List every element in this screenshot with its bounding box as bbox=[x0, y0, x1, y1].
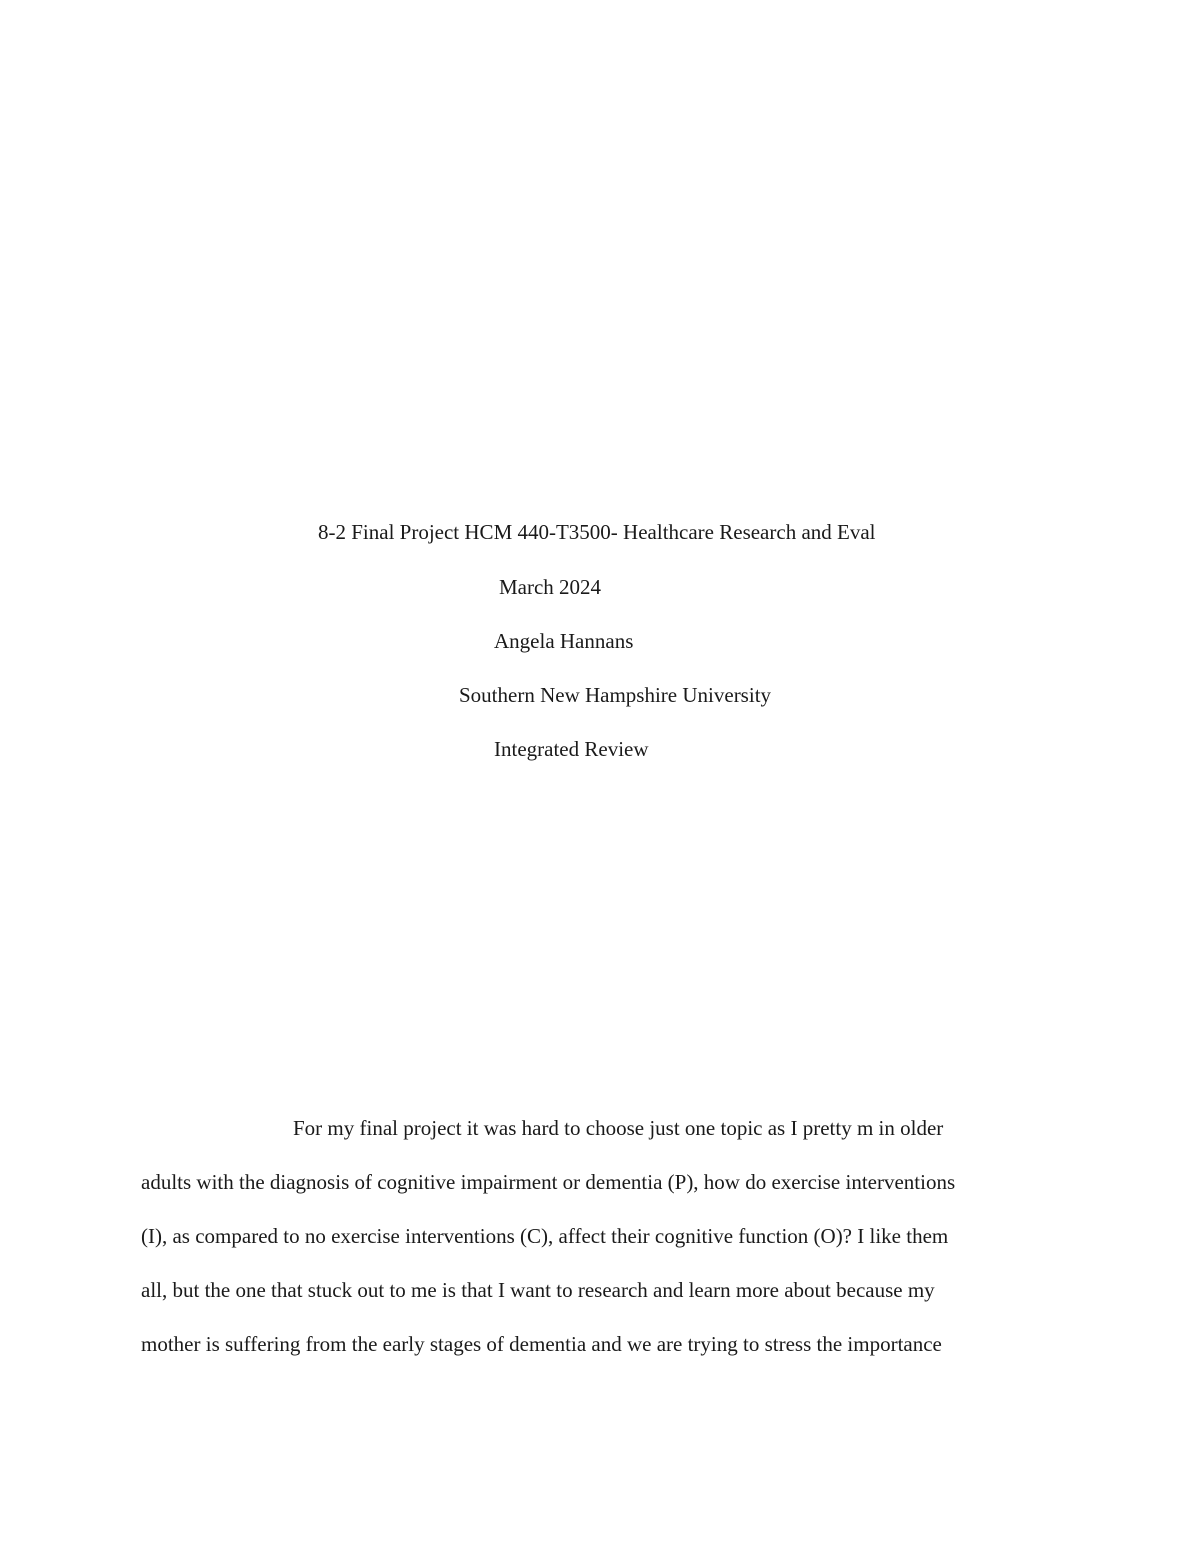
institution-name: Southern New Hampshire University bbox=[459, 683, 772, 707]
body-paragraph-line: all, but the one that stuck out to me is that I want to research and learn more about because my bbox=[141, 1278, 935, 1302]
body-paragraph-line: mother is suffering from the early stages of dementia and we are trying to stress the importance bbox=[141, 1332, 942, 1356]
body-paragraph-line: For my final project it was hard to choose just one topic as I pretty m in older bbox=[293, 1116, 944, 1140]
body-paragraph-line: (I), as compared to no exercise interventions (C), affect their cognitive function (O)? I like them bbox=[141, 1224, 949, 1248]
body-paragraph-line: adults with the diagnosis of cognitive impairment or dementia (P), how do exercise interventions bbox=[141, 1170, 956, 1194]
author-name: Angela Hannans bbox=[494, 629, 634, 653]
document-date: March 2024 bbox=[499, 575, 602, 599]
document-subtitle: Integrated Review bbox=[494, 737, 649, 761]
document-title: 8-2 Final Project HCM 440-T3500- Healthcare Research and Eval bbox=[318, 520, 876, 544]
